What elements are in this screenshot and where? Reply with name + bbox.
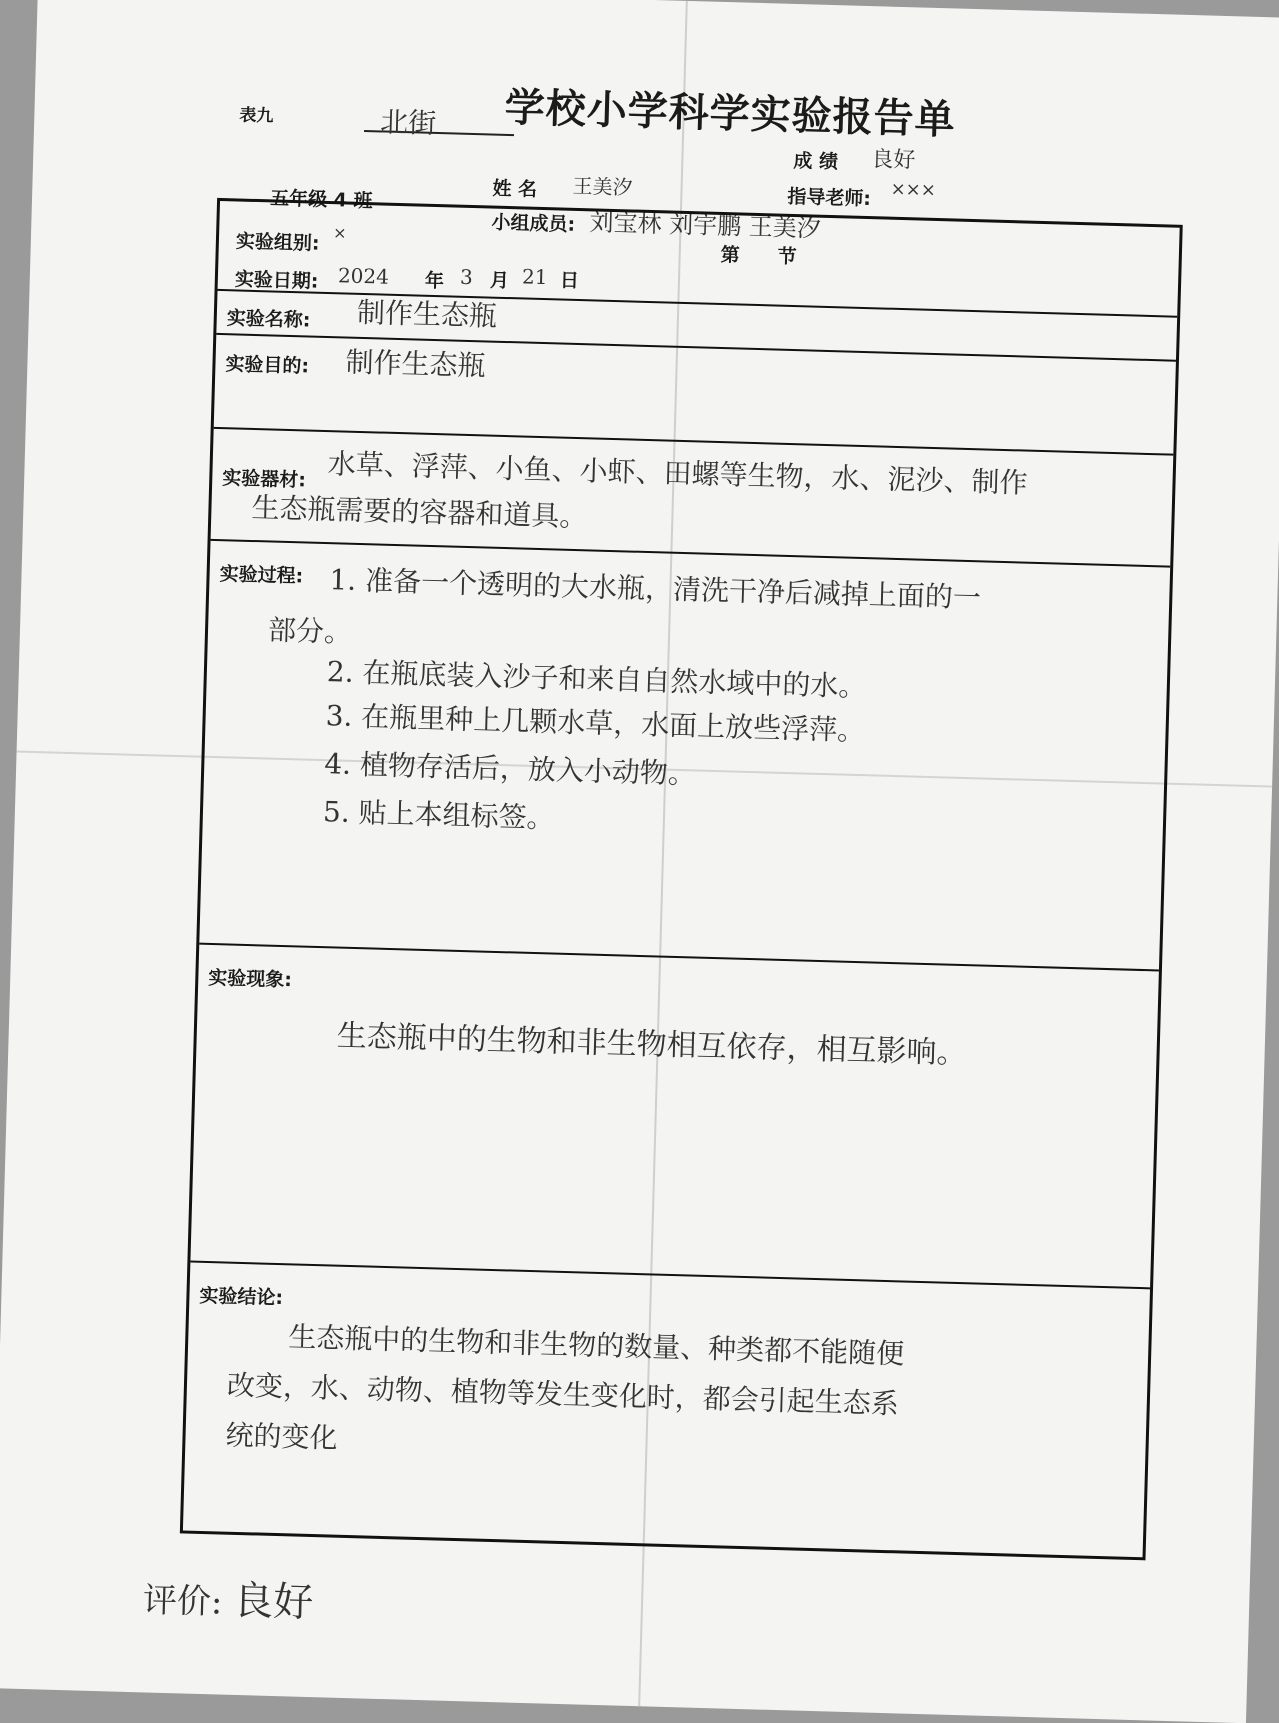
conclusion-line-2: 改变，水、动物、植物等发生变化时，都会引起生态系 — [226, 1368, 900, 1421]
conclusion-line-3: 统的变化 — [225, 1418, 339, 1455]
purpose-value: 制作生态瓶 — [345, 345, 487, 383]
members-value: 刘宝林 刘宇鹏 王美汐 — [589, 208, 822, 243]
group-label: 实验组别: — [235, 230, 320, 255]
purpose-label: 实验目的: — [225, 353, 310, 378]
process-label: 实验过程: — [219, 563, 304, 588]
experiment-name-value: 制作生态瓶 — [356, 295, 498, 333]
school-name: 北街 — [379, 105, 437, 140]
name-label: 姓 名 — [492, 177, 538, 201]
process-line-5: 4. 植物存活后，放入小动物。 — [323, 747, 697, 791]
conclusion-line-1: 生态瓶中的生物和非生物的数量、种类都不能随便 — [287, 1320, 905, 1371]
date-day-unit: 日 — [559, 269, 580, 293]
teacher-label: 指导老师: — [787, 185, 872, 211]
materials-line-1: 水草、浮萍、小鱼、小虾、田螺等生物，水、泥沙、制作 — [327, 447, 1028, 500]
process-line-3: 2. 在瓶底装入沙子和来自自然水域中的水。 — [326, 655, 867, 704]
row-divider — [199, 943, 1159, 972]
date-label: 实验日期: — [234, 268, 319, 293]
materials-line-2: 生态瓶需要的容器和道具。 — [251, 490, 588, 534]
date-month: 3 — [459, 264, 474, 290]
row-divider — [190, 1261, 1150, 1290]
process-line-6: 5. 贴上本组标签。 — [322, 795, 556, 835]
phenomenon-label: 实验现象: — [208, 966, 293, 992]
report-table — [180, 198, 1183, 1560]
grade-label: 成 绩 — [793, 149, 839, 174]
date-day: 21 — [521, 264, 548, 290]
process-line-1: 1. 准备一个透明的大水瓶，清洗干净后减掉上面的一 — [329, 563, 982, 615]
date-year-unit: 年 — [424, 269, 445, 293]
process-line-4: 3. 在瓶里种上几颗水草，水面上放些浮萍。 — [325, 699, 866, 748]
evaluation-value: 良好 — [232, 1577, 314, 1627]
members-label: 小组成员: — [491, 211, 576, 236]
date-month-unit: 月 — [489, 269, 510, 293]
form-number: 表九 — [239, 105, 274, 127]
date-year: 2024 — [337, 263, 390, 289]
group-value: × — [332, 223, 347, 243]
experiment-name-label: 实验名称: — [226, 307, 311, 332]
class-label: 五年级 4 班 — [269, 187, 373, 213]
conclusion-label: 实验结论: — [199, 1284, 284, 1310]
phenomenon-value: 生态瓶中的生物和非生物相互依存，相互影响。 — [336, 1018, 968, 1072]
name-value: 王美汐 — [572, 173, 633, 200]
evaluation-label: 评价: — [142, 1580, 223, 1623]
materials-label: 实验器材: — [221, 467, 307, 492]
page-title: 学校小学科学实验报告单 — [504, 84, 957, 144]
grade-value: 良好 — [871, 147, 916, 174]
period-label: 第 节 — [720, 243, 798, 269]
process-line-2: 部分。 — [267, 613, 353, 649]
teacher-value: ××× — [890, 178, 937, 201]
evaluation — [142, 1566, 314, 1628]
